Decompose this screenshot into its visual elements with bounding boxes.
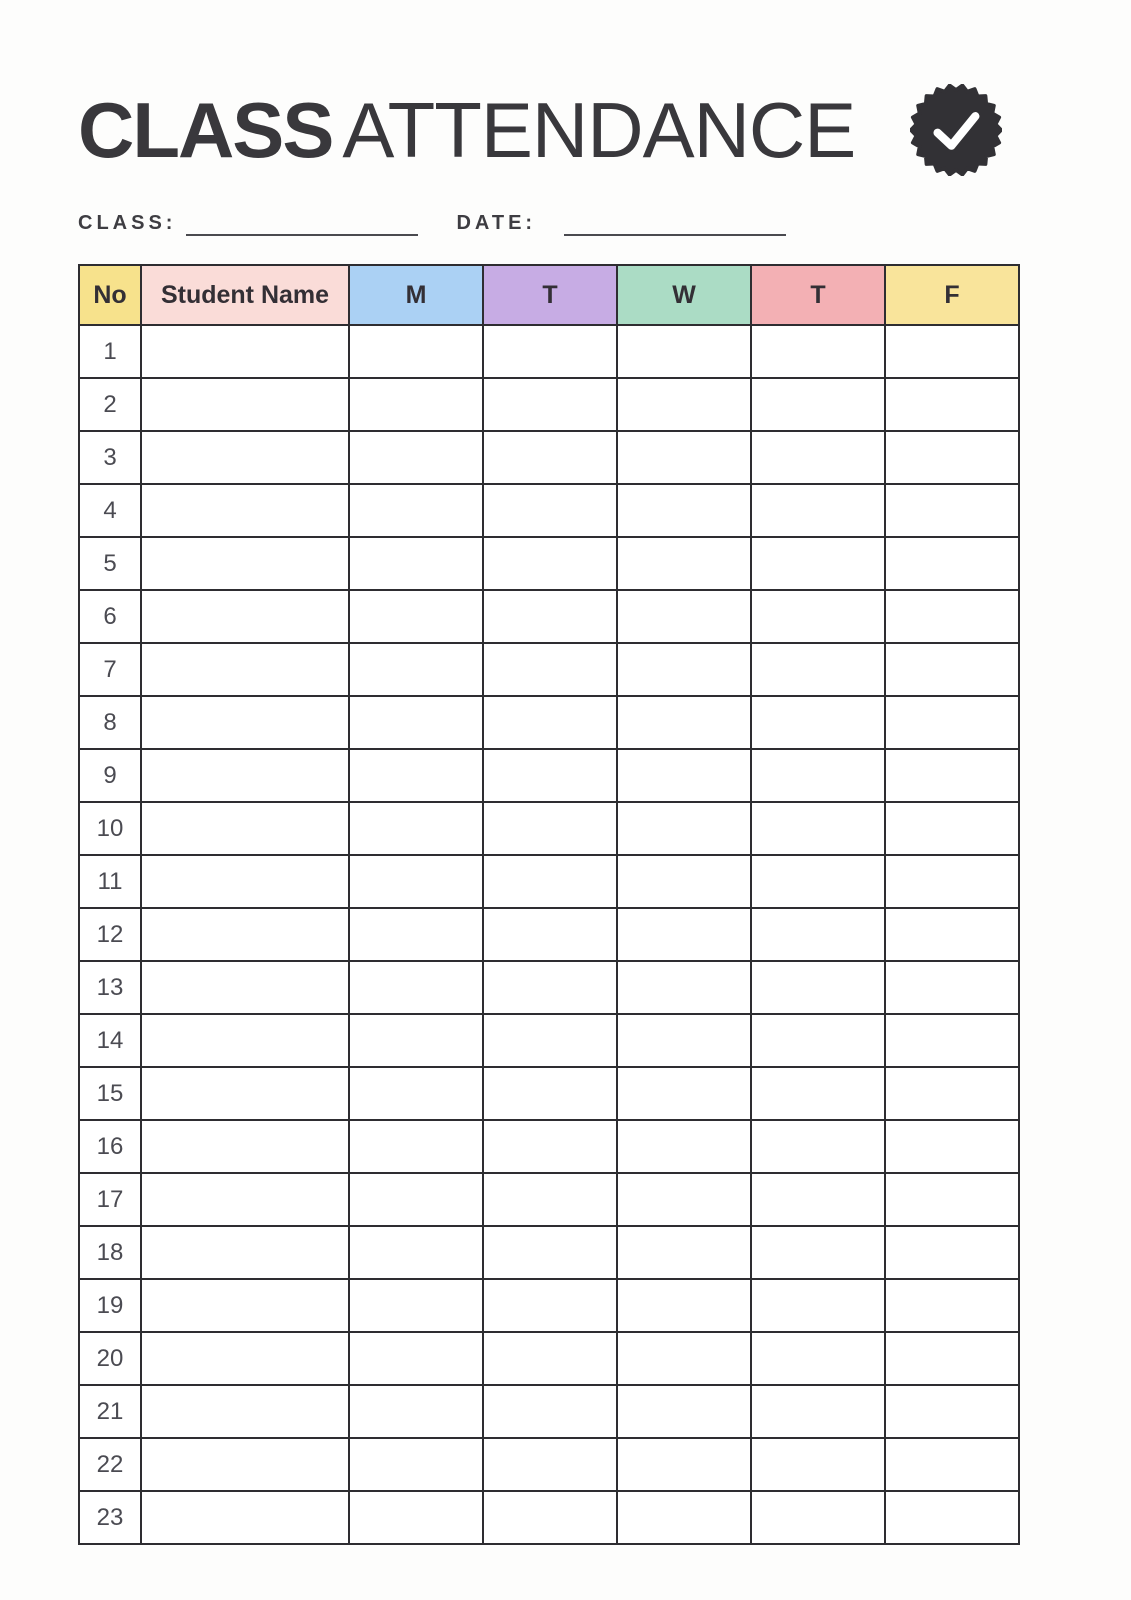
day-attendance-cell[interactable] <box>617 1491 751 1544</box>
class-label: CLASS: <box>78 212 177 234</box>
table-row <box>79 431 1019 484</box>
day-attendance-cell[interactable] <box>349 1332 483 1385</box>
table-row <box>79 1226 1019 1279</box>
day-attendance-cell[interactable] <box>617 1226 751 1279</box>
date-field[interactable] <box>564 212 786 236</box>
day-attendance-cell[interactable] <box>349 961 483 1014</box>
row-number-cell: 12 <box>79 908 141 961</box>
table-row <box>79 1120 1019 1173</box>
day-attendance-cell[interactable] <box>617 325 751 378</box>
table-row <box>79 378 1019 431</box>
student-name-cell[interactable] <box>141 590 349 643</box>
day-attendance-cell[interactable] <box>885 1438 1019 1491</box>
day-attendance-cell[interactable] <box>751 802 885 855</box>
row-number-cell: 19 <box>79 1279 141 1332</box>
student-name-cell[interactable] <box>141 1491 349 1544</box>
day-attendance-cell[interactable] <box>885 1173 1019 1226</box>
day-attendance-cell[interactable] <box>751 1491 885 1544</box>
student-name-cell[interactable] <box>141 961 349 1014</box>
row-number-cell: 7 <box>79 643 141 696</box>
table-row <box>79 590 1019 643</box>
day-attendance-cell[interactable] <box>617 484 751 537</box>
class-date-row <box>78 212 1018 236</box>
table-row <box>79 802 1019 855</box>
day-attendance-cell[interactable] <box>751 1385 885 1438</box>
column-header-number: No <box>79 265 141 325</box>
day-attendance-cell[interactable] <box>483 1332 617 1385</box>
day-attendance-cell[interactable] <box>885 802 1019 855</box>
day-attendance-cell[interactable] <box>885 378 1019 431</box>
day-attendance-cell[interactable] <box>885 431 1019 484</box>
day-attendance-cell[interactable] <box>885 908 1019 961</box>
day-attendance-cell[interactable] <box>751 749 885 802</box>
table-row <box>79 325 1019 378</box>
day-attendance-cell[interactable] <box>483 537 617 590</box>
day-attendance-cell[interactable] <box>751 431 885 484</box>
day-attendance-cell[interactable] <box>617 1385 751 1438</box>
table-row <box>79 855 1019 908</box>
day-attendance-cell[interactable] <box>483 1173 617 1226</box>
day-attendance-cell[interactable] <box>617 961 751 1014</box>
row-number-cell: 1 <box>79 325 141 378</box>
table-row <box>79 643 1019 696</box>
day-attendance-cell[interactable] <box>617 908 751 961</box>
day-attendance-cell[interactable] <box>885 1332 1019 1385</box>
row-number-cell: 21 <box>79 1385 141 1438</box>
day-attendance-cell[interactable] <box>885 855 1019 908</box>
table-row <box>79 484 1019 537</box>
student-name-cell[interactable] <box>141 1067 349 1120</box>
student-name-cell[interactable] <box>141 696 349 749</box>
row-number-cell: 11 <box>79 855 141 908</box>
day-attendance-cell[interactable] <box>885 590 1019 643</box>
student-name-cell[interactable] <box>141 802 349 855</box>
table-body <box>79 325 1019 1544</box>
table-row <box>79 696 1019 749</box>
day-attendance-cell[interactable] <box>617 1332 751 1385</box>
day-attendance-cell[interactable] <box>349 1491 483 1544</box>
day-attendance-cell[interactable] <box>617 1014 751 1067</box>
day-attendance-cell[interactable] <box>617 696 751 749</box>
day-attendance-cell[interactable] <box>483 908 617 961</box>
day-attendance-cell[interactable] <box>483 1014 617 1067</box>
student-name-cell[interactable] <box>141 1120 349 1173</box>
date-label: DATE: <box>456 212 537 234</box>
day-attendance-cell[interactable] <box>617 1438 751 1491</box>
day-attendance-cell[interactable] <box>885 1014 1019 1067</box>
day-attendance-cell[interactable] <box>483 1067 617 1120</box>
student-name-cell[interactable] <box>141 1226 349 1279</box>
table-row <box>79 908 1019 961</box>
day-attendance-cell[interactable] <box>617 537 751 590</box>
day-attendance-cell[interactable] <box>349 537 483 590</box>
student-name-cell[interactable] <box>141 855 349 908</box>
day-attendance-cell[interactable] <box>483 431 617 484</box>
day-attendance-cell[interactable] <box>349 325 483 378</box>
day-attendance-cell[interactable] <box>751 961 885 1014</box>
day-attendance-cell[interactable] <box>617 749 751 802</box>
day-attendance-cell[interactable] <box>617 643 751 696</box>
row-number-cell: 5 <box>79 537 141 590</box>
day-attendance-cell[interactable] <box>483 484 617 537</box>
day-attendance-cell[interactable] <box>349 802 483 855</box>
column-header-day-3: T <box>483 265 617 325</box>
day-attendance-cell[interactable] <box>617 590 751 643</box>
table-row <box>79 749 1019 802</box>
day-attendance-cell[interactable] <box>483 961 617 1014</box>
student-name-cell[interactable] <box>141 1332 349 1385</box>
day-attendance-cell[interactable] <box>885 484 1019 537</box>
day-attendance-cell[interactable] <box>617 855 751 908</box>
header-row <box>79 265 1019 325</box>
day-attendance-cell[interactable] <box>751 1226 885 1279</box>
row-number-cell: 16 <box>79 1120 141 1173</box>
day-attendance-cell[interactable] <box>483 1491 617 1544</box>
day-attendance-cell[interactable] <box>483 696 617 749</box>
day-attendance-cell[interactable] <box>349 749 483 802</box>
day-attendance-cell[interactable] <box>617 1067 751 1120</box>
day-attendance-cell[interactable] <box>349 1014 483 1067</box>
row-number-cell: 18 <box>79 1226 141 1279</box>
column-header-day-5: T <box>751 265 885 325</box>
row-number-cell: 15 <box>79 1067 141 1120</box>
day-attendance-cell[interactable] <box>885 1067 1019 1120</box>
table-row <box>79 537 1019 590</box>
day-attendance-cell[interactable] <box>349 1120 483 1173</box>
student-name-cell[interactable] <box>141 1385 349 1438</box>
day-attendance-cell[interactable] <box>751 1438 885 1491</box>
student-name-cell[interactable] <box>141 484 349 537</box>
class-field[interactable] <box>186 212 418 236</box>
day-attendance-cell[interactable] <box>885 1226 1019 1279</box>
day-attendance-cell[interactable] <box>483 1120 617 1173</box>
day-attendance-cell[interactable] <box>483 643 617 696</box>
day-attendance-cell[interactable] <box>349 1438 483 1491</box>
day-attendance-cell[interactable] <box>751 484 885 537</box>
student-name-cell[interactable] <box>141 1173 349 1226</box>
student-name-cell[interactable] <box>141 749 349 802</box>
row-number-cell: 14 <box>79 1014 141 1067</box>
day-attendance-cell[interactable] <box>483 325 617 378</box>
day-attendance-cell[interactable] <box>483 378 617 431</box>
day-attendance-cell[interactable] <box>751 696 885 749</box>
student-name-cell[interactable] <box>141 537 349 590</box>
row-number-cell: 20 <box>79 1332 141 1385</box>
row-number-cell: 23 <box>79 1491 141 1544</box>
day-attendance-cell[interactable] <box>349 855 483 908</box>
attendance-table <box>78 264 1020 1545</box>
student-name-cell[interactable] <box>141 1279 349 1332</box>
day-attendance-cell[interactable] <box>885 961 1019 1014</box>
student-name-cell[interactable] <box>141 325 349 378</box>
day-attendance-cell[interactable] <box>349 1226 483 1279</box>
day-attendance-cell[interactable] <box>617 1120 751 1173</box>
day-attendance-cell[interactable] <box>483 1438 617 1491</box>
day-attendance-cell[interactable] <box>885 749 1019 802</box>
day-attendance-cell[interactable] <box>751 378 885 431</box>
day-attendance-cell[interactable] <box>885 1120 1019 1173</box>
day-attendance-cell[interactable] <box>349 1385 483 1438</box>
day-attendance-cell[interactable] <box>617 1173 751 1226</box>
day-attendance-cell[interactable] <box>483 1385 617 1438</box>
day-attendance-cell[interactable] <box>349 1279 483 1332</box>
day-attendance-cell[interactable] <box>483 590 617 643</box>
row-number-cell: 22 <box>79 1438 141 1491</box>
row-number-cell: 8 <box>79 696 141 749</box>
column-header-day-4: W <box>617 265 751 325</box>
table-row <box>79 1491 1019 1544</box>
student-name-cell[interactable] <box>141 431 349 484</box>
day-attendance-cell[interactable] <box>885 696 1019 749</box>
day-attendance-cell[interactable] <box>617 1279 751 1332</box>
row-number-cell: 6 <box>79 590 141 643</box>
column-header-day-6: F <box>885 265 1019 325</box>
table-row <box>79 1279 1019 1332</box>
day-attendance-cell[interactable] <box>751 1279 885 1332</box>
day-attendance-cell[interactable] <box>349 590 483 643</box>
row-number-cell: 3 <box>79 431 141 484</box>
student-name-cell[interactable] <box>141 378 349 431</box>
row-number-cell: 9 <box>79 749 141 802</box>
column-header-day-2: M <box>349 265 483 325</box>
day-attendance-cell[interactable] <box>885 643 1019 696</box>
table-row <box>79 1014 1019 1067</box>
row-number-cell: 13 <box>79 961 141 1014</box>
day-attendance-cell[interactable] <box>483 802 617 855</box>
day-attendance-cell[interactable] <box>349 696 483 749</box>
day-attendance-cell[interactable] <box>885 1279 1019 1332</box>
day-attendance-cell[interactable] <box>349 431 483 484</box>
table-row <box>79 1173 1019 1226</box>
day-attendance-cell[interactable] <box>617 431 751 484</box>
column-header-name: Student Name <box>141 265 349 325</box>
day-attendance-cell[interactable] <box>751 1173 885 1226</box>
day-attendance-cell[interactable] <box>483 749 617 802</box>
day-attendance-cell[interactable] <box>349 1067 483 1120</box>
day-attendance-cell[interactable] <box>751 908 885 961</box>
table-row <box>79 1385 1019 1438</box>
table-row <box>79 1067 1019 1120</box>
page-title-light: ATTENDANCE <box>342 86 856 174</box>
header <box>78 84 1018 176</box>
day-attendance-cell[interactable] <box>349 643 483 696</box>
page-title-strong: CLASS <box>78 86 333 174</box>
day-attendance-cell[interactable] <box>885 1385 1019 1438</box>
table-row <box>79 1332 1019 1385</box>
day-attendance-cell[interactable] <box>349 1173 483 1226</box>
day-attendance-cell[interactable] <box>349 484 483 537</box>
day-attendance-cell[interactable] <box>751 1014 885 1067</box>
row-number-cell: 17 <box>79 1173 141 1226</box>
day-attendance-cell[interactable] <box>483 855 617 908</box>
day-attendance-cell[interactable] <box>751 1120 885 1173</box>
day-attendance-cell[interactable] <box>885 537 1019 590</box>
day-attendance-cell[interactable] <box>751 325 885 378</box>
row-number-cell: 10 <box>79 802 141 855</box>
row-number-cell: 2 <box>79 378 141 431</box>
day-attendance-cell[interactable] <box>483 1279 617 1332</box>
check-seal-icon <box>910 84 1002 176</box>
student-name-cell[interactable] <box>141 1438 349 1491</box>
day-attendance-cell[interactable] <box>751 590 885 643</box>
day-attendance-cell[interactable] <box>349 378 483 431</box>
day-attendance-cell[interactable] <box>751 643 885 696</box>
day-attendance-cell[interactable] <box>751 1067 885 1120</box>
day-attendance-cell[interactable] <box>751 1332 885 1385</box>
table-row <box>79 1438 1019 1491</box>
day-attendance-cell[interactable] <box>349 908 483 961</box>
page-title <box>78 86 856 174</box>
day-attendance-cell[interactable] <box>617 802 751 855</box>
day-attendance-cell[interactable] <box>751 537 885 590</box>
day-attendance-cell[interactable] <box>617 378 751 431</box>
student-name-cell[interactable] <box>141 1014 349 1067</box>
day-attendance-cell[interactable] <box>483 1226 617 1279</box>
table-row <box>79 961 1019 1014</box>
day-attendance-cell[interactable] <box>751 855 885 908</box>
row-number-cell: 4 <box>79 484 141 537</box>
day-attendance-cell[interactable] <box>885 1491 1019 1544</box>
student-name-cell[interactable] <box>141 643 349 696</box>
student-name-cell[interactable] <box>141 908 349 961</box>
table-head <box>79 265 1019 325</box>
day-attendance-cell[interactable] <box>885 325 1019 378</box>
